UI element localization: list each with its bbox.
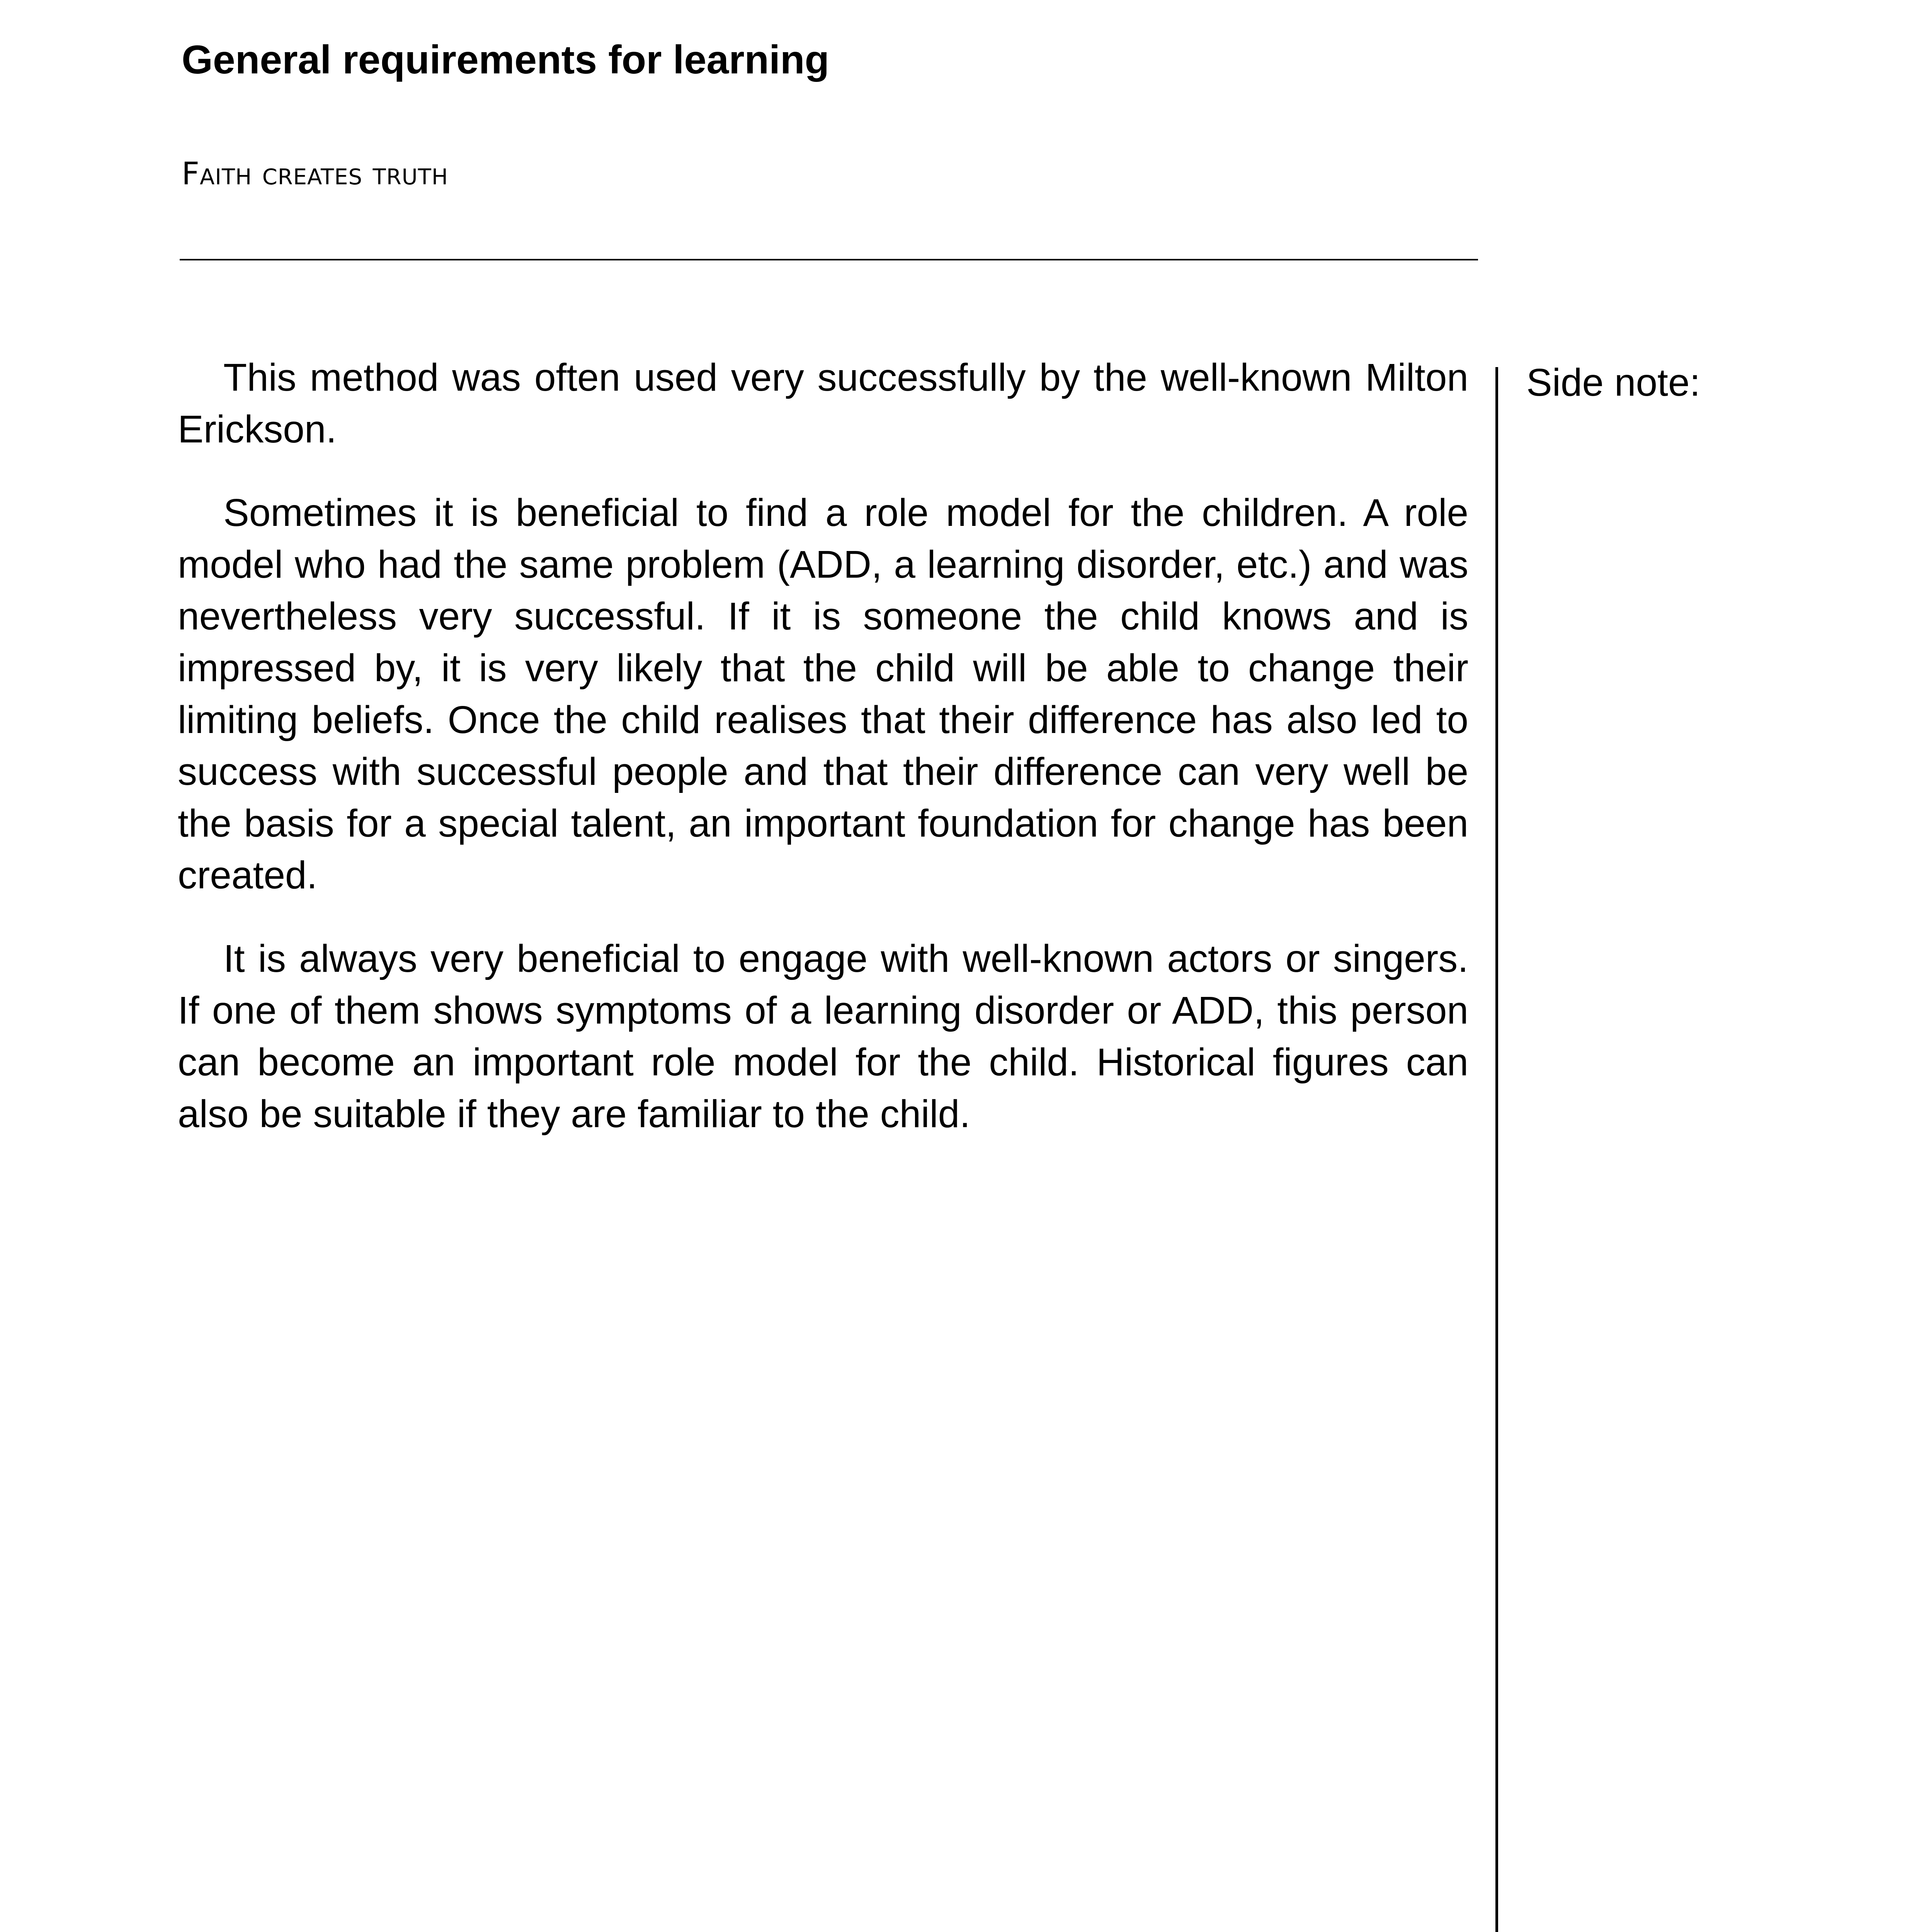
side-note-label: Side note:	[1526, 361, 1701, 404]
main-text-column	[178, 352, 1468, 1172]
side-note-divider	[1495, 367, 1498, 1932]
paragraph: This method was often used very successfully by the well-known Milton Erickson.	[178, 356, 1468, 451]
paragraph: Sometimes it is beneficial to find a role model for the children. A role model who had the same problem (ADD, a learning disorder, etc.) and was nevertheless very successful. If it is someone the child knows and is impressed by, it is very likely that the child will be able to change their limiting beliefs. Once the child realises that their difference has also led to success with successful people and that their difference can very well be the basis for a special talent, an important foundation for change has been created.	[178, 491, 1468, 897]
page-title: General requirements for learning	[182, 37, 830, 82]
paragraph: It is always very beneficial to engage with well-known actors or singers. If one of them shows symptoms of a learning disorder or ADD, this person can become an important role model for the child. Historical figures can also be suitable if they are familiar to the child.	[178, 937, 1468, 1136]
header-divider	[180, 259, 1478, 260]
section-label: Faith creates truth	[182, 156, 448, 192]
